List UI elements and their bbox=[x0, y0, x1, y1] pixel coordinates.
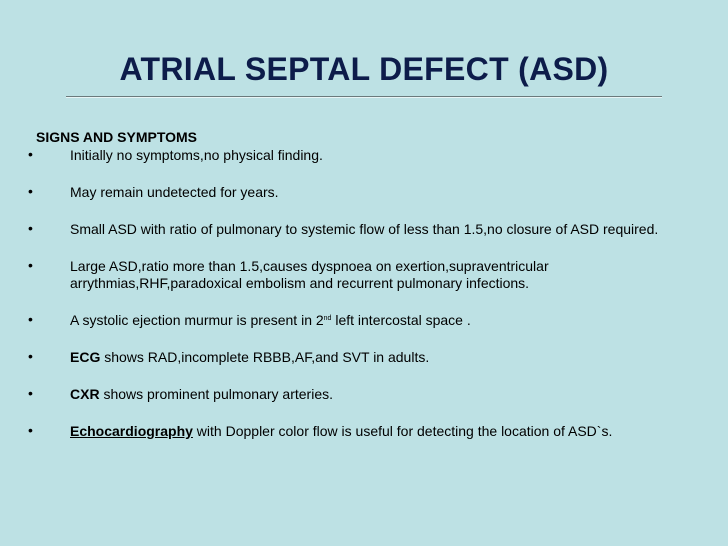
bullet-text-after: left intercostal space . bbox=[331, 312, 471, 328]
bullet-icon: • bbox=[28, 146, 33, 162]
bullet-term-cxr: CXR bbox=[70, 386, 100, 402]
bullet-term-ecg: ECG bbox=[70, 349, 101, 365]
section-heading: SIGNS AND SYMPTOMS bbox=[36, 129, 198, 145]
bullet-text: Small ASD with ratio of pulmonary to systemic flow of less than 1.5,no closure of ASD required. bbox=[70, 221, 659, 237]
bullet-icon: • bbox=[28, 257, 33, 273]
bullet-text: May remain undetected for years. bbox=[70, 184, 279, 200]
bullet-item bbox=[28, 312, 698, 329]
bullet-text-before: A systolic ejection murmur is present in 2 bbox=[70, 312, 324, 328]
bullet-list bbox=[28, 147, 698, 460]
bullet-item bbox=[28, 423, 698, 440]
bullet-text: shows prominent pulmonary arteries. bbox=[99, 386, 333, 402]
bullet-item bbox=[28, 258, 698, 292]
title-divider bbox=[66, 96, 662, 98]
ordinal-suffix: nd bbox=[323, 315, 332, 322]
bullet-text: with Doppler color flow is useful for detecting the location of ASD`s. bbox=[192, 423, 613, 439]
bullet-term-echocardiography: Echocardiography bbox=[70, 423, 193, 439]
bullet-icon: • bbox=[28, 385, 33, 401]
bullet-text: Initially no symptoms,no physical finding. bbox=[70, 147, 323, 163]
slide-title: ATRIAL SEPTAL DEFECT (ASD) bbox=[119, 51, 609, 87]
bullet-item bbox=[28, 184, 698, 201]
bullet-icon: • bbox=[28, 311, 33, 327]
bullet-text: shows RAD,incomplete RBBB,AF,and SVT in adults. bbox=[100, 349, 430, 365]
bullet-item bbox=[28, 349, 698, 366]
bullet-item bbox=[28, 221, 698, 238]
bullet-item bbox=[28, 147, 698, 164]
bullet-icon: • bbox=[28, 183, 33, 199]
bullet-text: Large ASD,ratio more than 1.5,causes dyspnoea on exertion,supraventricular arrythmias,RHF,paradoxical embolism and recurrent pulmonary infections. bbox=[70, 258, 549, 291]
bullet-icon: • bbox=[28, 220, 33, 236]
bullet-icon: • bbox=[28, 422, 33, 438]
bullet-item bbox=[28, 386, 698, 403]
bullet-icon: • bbox=[28, 348, 33, 364]
